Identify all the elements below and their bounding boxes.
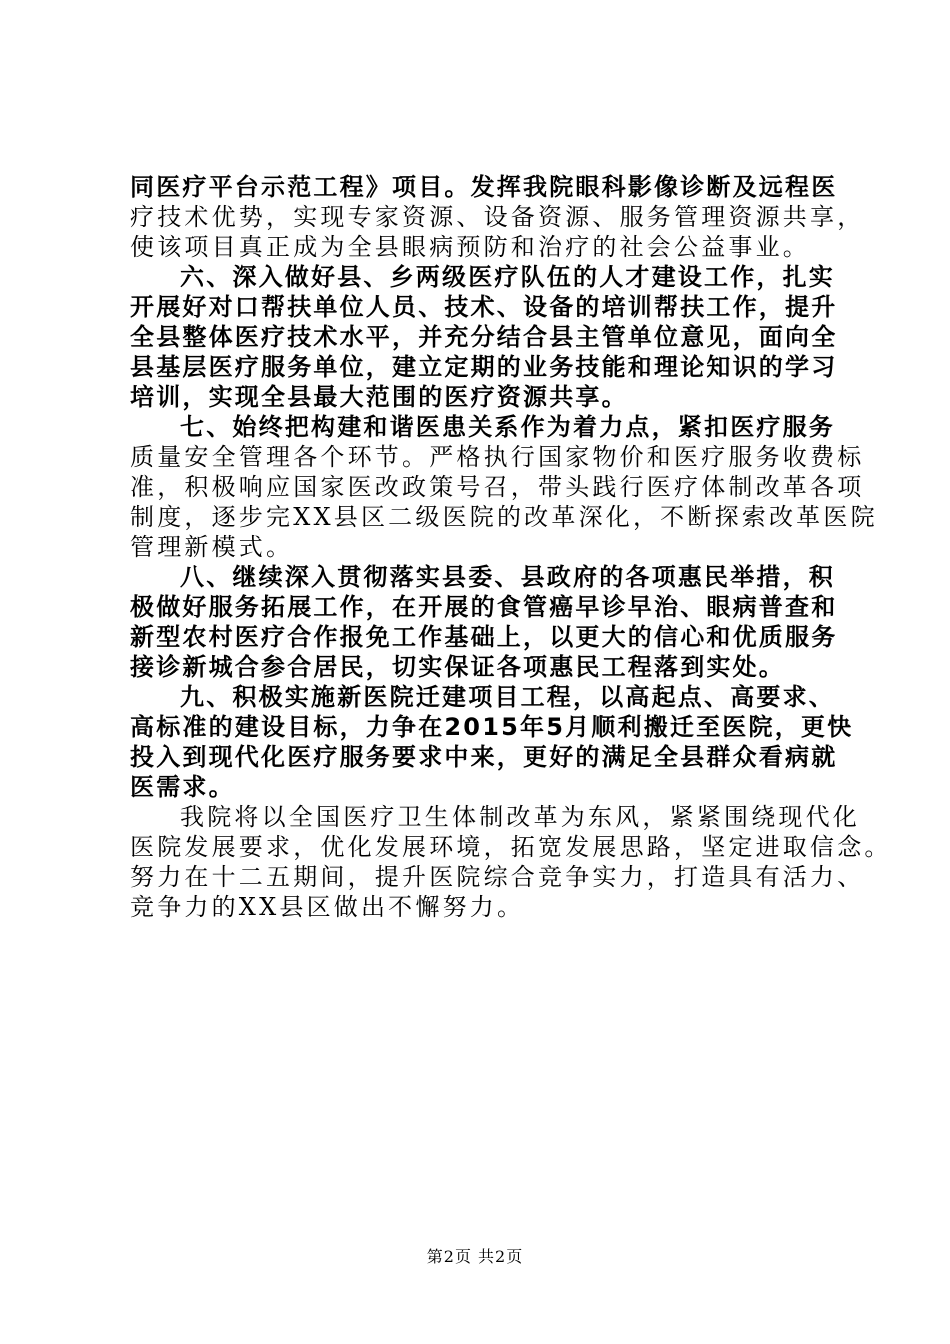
text-line: 九、积极实施新医院迁建项目工程，以高起点、高要求、 <box>180 683 835 711</box>
text-line: 我院将以全国医疗卫生体制改革为东风，紧紧围绕现代化 <box>180 803 860 831</box>
text-line: 制度，逐步完XX县区二级医院的改革深化，不断探索改革医院 <box>130 503 878 531</box>
paragraph-item-seven <box>130 412 878 562</box>
text-line: 竞争力的XX县区做出不懈努力。 <box>130 893 525 921</box>
paragraph-continuation <box>130 172 865 262</box>
text-line: 同医疗平台示范工程》项目。发挥我院眼科影像诊断及远程医 <box>130 173 838 201</box>
document-body <box>130 172 892 922</box>
text-line: 全县整体医疗技术水平，并充分结合县主管单位意见，面向全 <box>130 323 838 351</box>
paragraph-item-eight <box>130 562 838 682</box>
paragraph-item-nine <box>130 682 854 802</box>
text-line: 接诊新城合参合居民，切实保证各项惠民工程落到实处。 <box>130 653 785 681</box>
text-line: 投入到现代化医疗服务要求中来，更好的满足全县群众看病就 <box>130 743 838 771</box>
text-line: 准，积极响应国家医改政策号召，带头践行医疗体制改革各项 <box>130 473 865 501</box>
text-line: 七、始终把构建和谐医患关系作为着力点，紧扣医疗服务 <box>180 413 835 441</box>
text-line: 高标准的建设目标，力争在2015年5月顺利搬迁至医院，更快 <box>130 713 854 741</box>
text-line: 使该项目真正成为全县眼病预防和治疗的社会公益事业。 <box>130 233 810 261</box>
paragraph-item-six <box>130 262 838 412</box>
paragraph-closing <box>130 802 892 922</box>
text-line: 疗技术优势，实现专家资源、设备资源、服务管理资源共享， <box>130 203 865 231</box>
text-line: 质量安全管理各个环节。严格执行国家物价和医疗服务收费标 <box>130 443 865 471</box>
text-line: 医院发展要求，优化发展环境，拓宽发展思路，坚定进取信念。 <box>130 833 892 861</box>
text-line: 开展好对口帮扶单位人员、技术、设备的培训帮扶工作，提升 <box>130 293 838 321</box>
text-line: 六、深入做好县、乡两级医疗队伍的人才建设工作，扎实 <box>180 263 835 291</box>
text-line: 极做好服务拓展工作，在开展的食管癌早诊早治、眼病普查和 <box>130 593 838 621</box>
text-line: 县基层医疗服务单位，建立定期的业务技能和理论知识的学习 <box>130 353 838 381</box>
text-line: 新型农村医疗合作报免工作基础上，以更大的信心和优质服务 <box>130 623 838 651</box>
text-line: 八、继续深入贯彻落实县委、县政府的各项惠民举措，积 <box>180 563 835 591</box>
page-number-footer: 第2页 共2页 <box>426 1247 524 1266</box>
text-line: 培训，实现全县最大范围的医疗资源共享。 <box>130 383 628 411</box>
text-line: 医需求。 <box>130 773 235 801</box>
text-line: 努力在十二五期间，提升医院综合竞争实力，打造具有活力、 <box>130 863 865 891</box>
text-line: 管理新模式。 <box>130 533 294 561</box>
